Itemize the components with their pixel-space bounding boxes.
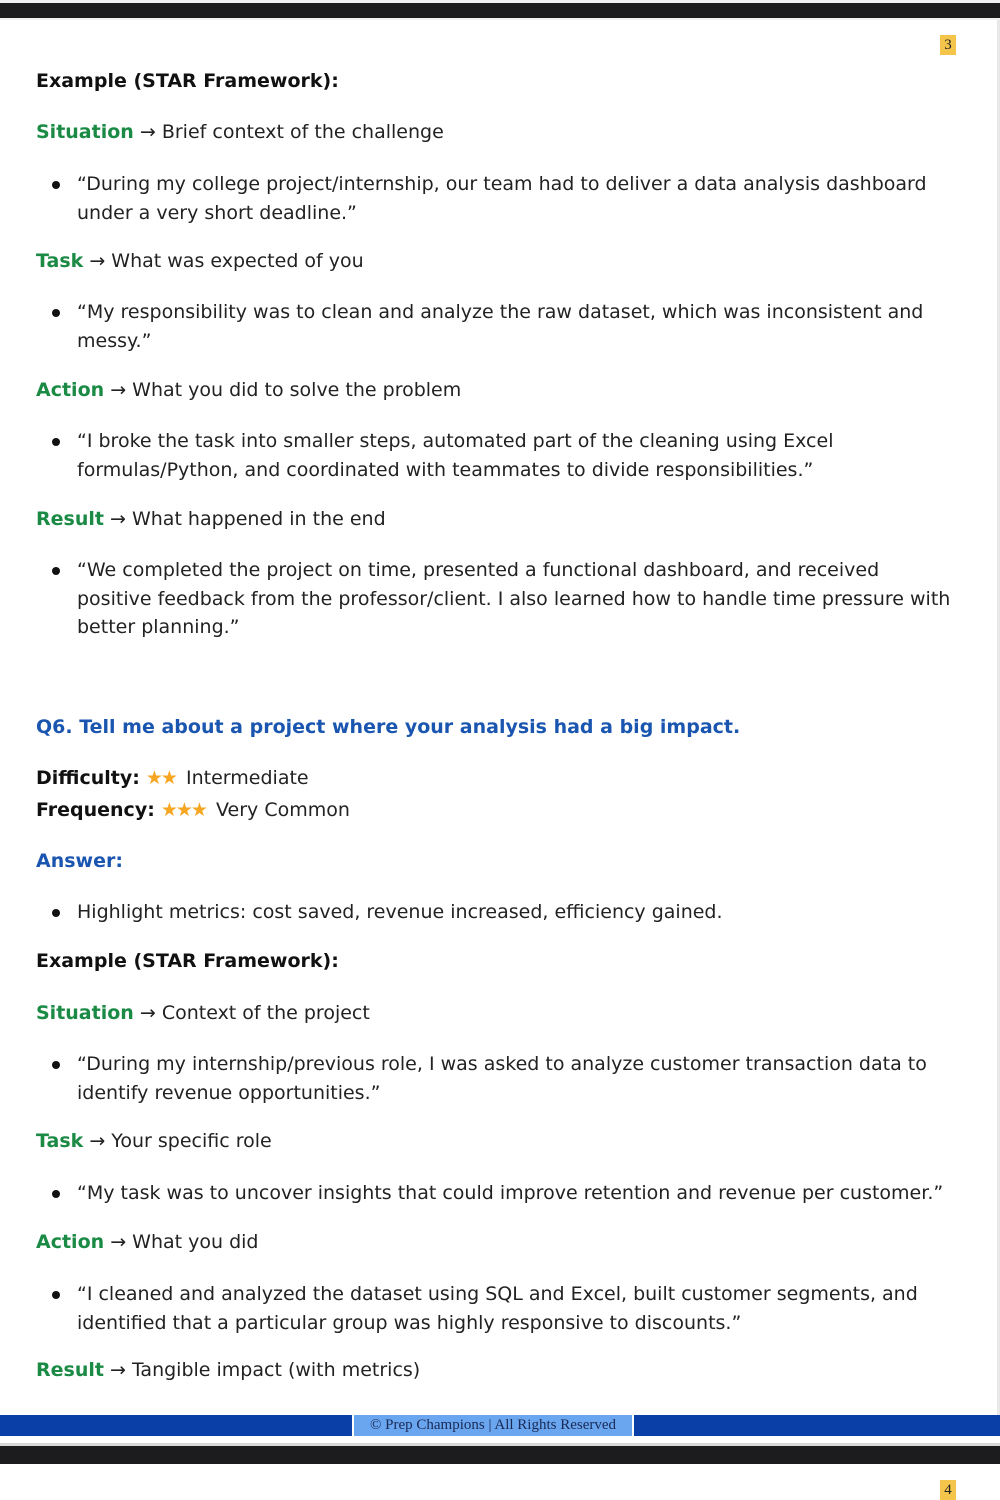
action-label: Action bbox=[36, 1231, 105, 1253]
example-heading: Example (STAR Framework): bbox=[36, 950, 339, 972]
bullet-text: “During my internship/previous role, I was asked to analyze customer transaction data to identify revenue opportunities.” bbox=[77, 1053, 927, 1104]
task-desc: Your specific role bbox=[111, 1130, 272, 1152]
arrow-icon: → bbox=[139, 121, 156, 143]
difficulty-label: Difficulty: bbox=[36, 767, 140, 789]
bullet-text: “I cleaned and analyzed the dataset using SQL and Excel, built customer segments, and identified that a particular group was highly responsive to discounts.” bbox=[77, 1283, 918, 1334]
bullet-icon bbox=[52, 438, 60, 446]
bullet-text: “My task was to uncover insights that could improve retention and revenue per customer.” bbox=[77, 1182, 944, 1204]
task-label: Task bbox=[36, 250, 84, 272]
situation-label: Situation bbox=[36, 121, 134, 143]
result-label: Result bbox=[36, 508, 104, 530]
star-icon: ★★★ bbox=[160, 799, 206, 821]
bullet-text: “We completed the project on time, presented a functional dashboard, and received positive feedback from the professor/client. I also learned how to handle time pressure with better planning.” bbox=[77, 559, 951, 638]
bullet-icon bbox=[52, 1190, 60, 1198]
action-desc: What you did bbox=[132, 1231, 259, 1253]
bullet-icon bbox=[52, 567, 60, 575]
arrow-icon: → bbox=[110, 379, 127, 401]
example-heading: Example (STAR Framework): bbox=[36, 70, 339, 92]
bullet-icon bbox=[52, 309, 60, 317]
task-label: Task bbox=[36, 1130, 84, 1152]
bullet-icon bbox=[52, 909, 60, 917]
result-desc: Tangible impact (with metrics) bbox=[131, 1359, 421, 1381]
bullet-text: “During my college project/internship, our team had to deliver a data analysis dashboard under a very short deadline.” bbox=[77, 173, 927, 224]
page-separator-top bbox=[0, 3, 1000, 18]
bullet-text: “My responsibility was to clean and analyze the raw dataset, which was inconsistent and messy.” bbox=[77, 301, 924, 352]
footer-copyright: © Prep Champions | All Rights Reserved bbox=[352, 1415, 634, 1436]
action-label: Action bbox=[36, 379, 105, 401]
star-task-line bbox=[36, 247, 364, 275]
frequency-line bbox=[36, 796, 350, 824]
action-desc: What you did to solve the problem bbox=[132, 379, 462, 401]
page-number-4: 4 bbox=[940, 1480, 956, 1500]
arrow-icon: → bbox=[89, 1130, 106, 1152]
task-desc: What was expected of you bbox=[111, 250, 364, 272]
bullet-icon bbox=[52, 181, 60, 189]
difficulty-value: Intermediate bbox=[186, 767, 309, 789]
situation-desc: Context of the project bbox=[161, 1002, 370, 1024]
bullet-text: Highlight metrics: cost saved, revenue increased, efficiency gained. bbox=[77, 901, 723, 923]
arrow-icon: → bbox=[89, 250, 106, 272]
star-icon: ★★ bbox=[145, 767, 176, 789]
star-action-line bbox=[36, 1228, 258, 1256]
result-label: Result bbox=[36, 1359, 104, 1381]
result-desc: What happened in the end bbox=[131, 508, 386, 530]
arrow-icon: → bbox=[110, 1359, 126, 1381]
page-number-3: 3 bbox=[940, 35, 956, 55]
page-separator bbox=[0, 1446, 1000, 1464]
arrow-icon: → bbox=[110, 508, 126, 530]
star-task-line bbox=[36, 1127, 272, 1155]
star-action-line bbox=[36, 376, 461, 404]
frequency-value: Very Common bbox=[216, 799, 350, 821]
bullet-icon bbox=[52, 1291, 60, 1299]
window-top-bar bbox=[0, 0, 1000, 20]
star-result-line bbox=[36, 505, 386, 533]
question-title: Q6. Tell me about a project where your analysis had a big impact. bbox=[36, 716, 741, 738]
frequency-label: Frequency: bbox=[36, 799, 155, 821]
difficulty-line bbox=[36, 764, 309, 792]
star-result-line bbox=[36, 1356, 420, 1384]
arrow-icon: → bbox=[139, 1002, 156, 1024]
situation-label: Situation bbox=[36, 1002, 134, 1024]
situation-desc: Brief context of the challenge bbox=[161, 121, 444, 143]
star-situation-line bbox=[36, 118, 444, 146]
bullet-icon bbox=[52, 1061, 60, 1069]
answer-label: Answer: bbox=[36, 850, 123, 872]
arrow-icon: → bbox=[110, 1231, 127, 1253]
star-situation-line bbox=[36, 999, 370, 1027]
bullet-text: “I broke the task into smaller steps, automated part of the cleaning using Excel formulas/Python, and coordinated with teammates to divide responsibilities.” bbox=[77, 430, 834, 481]
